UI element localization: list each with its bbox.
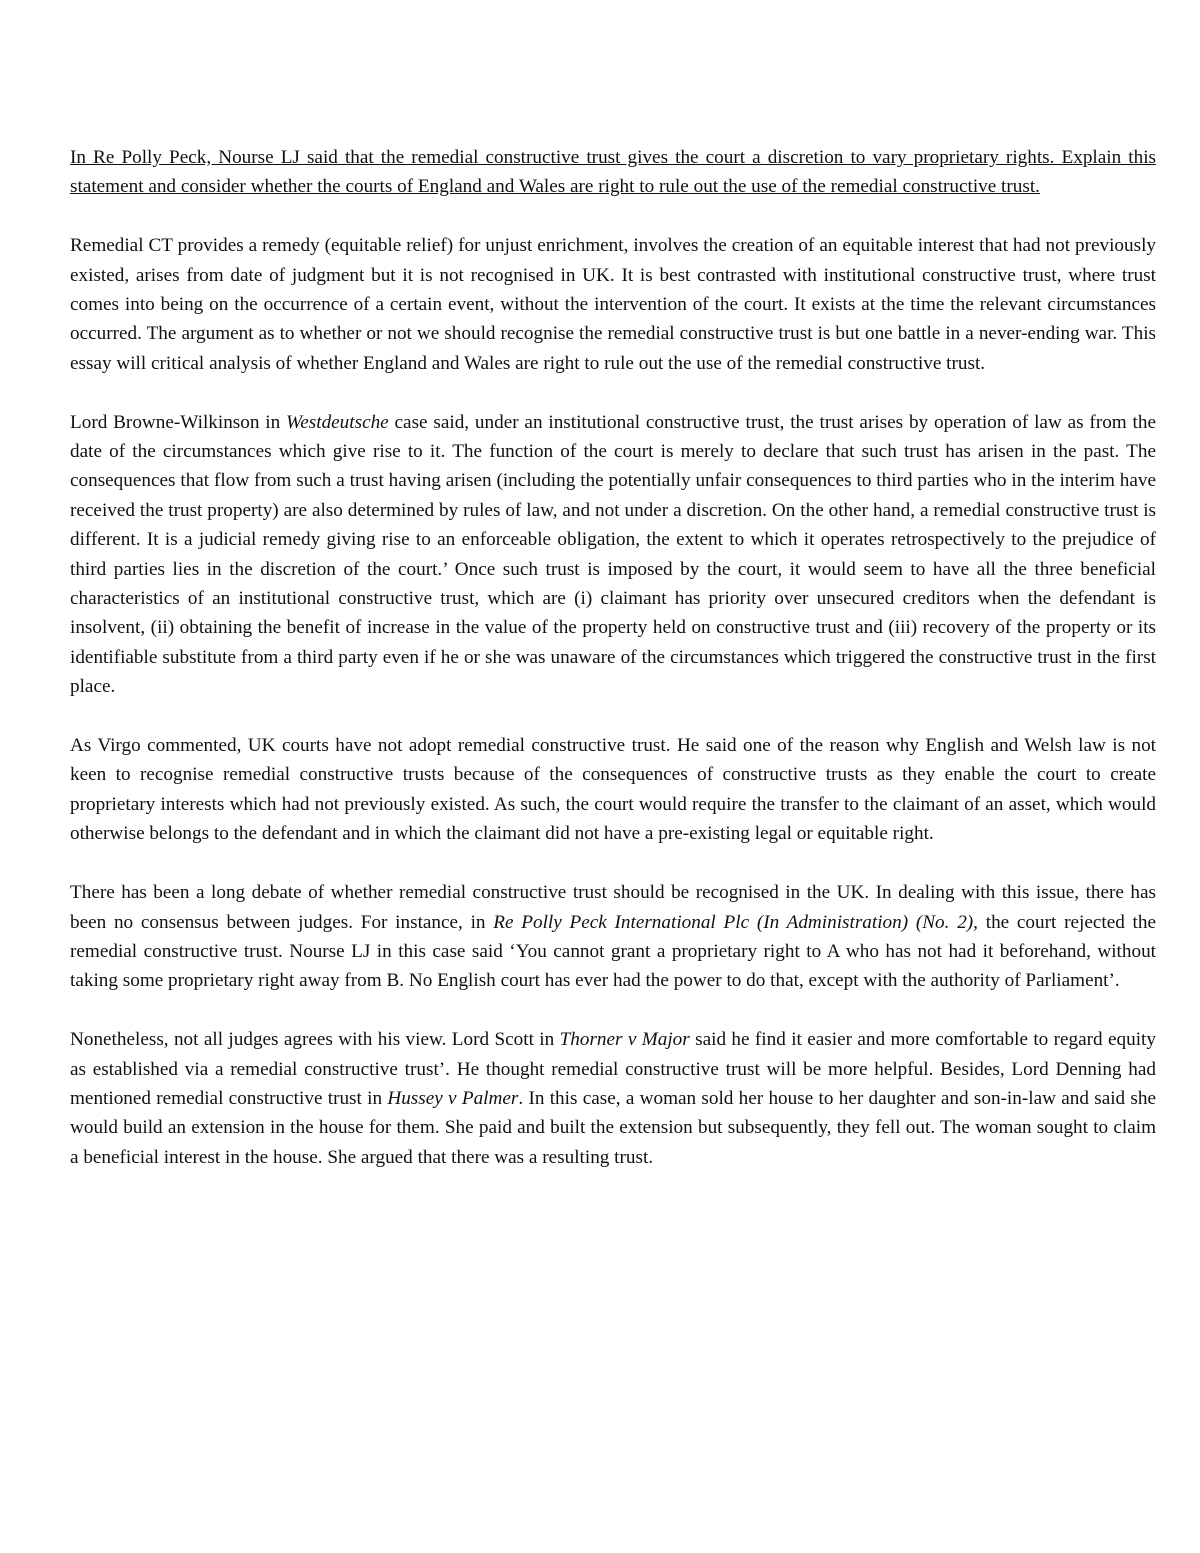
case-name-thorner-v-major: Thorner v Major	[559, 1029, 690, 1051]
paragraph-westdeutsche	[70, 408, 1156, 702]
essay-question: In Re Polly Peck, Nourse LJ said that the remedial constructive trust gives the court a discretion to vary proprietary rights. Explain this statement and consider whether the courts of England and Wales are right to rule out the use of the remedial constructive trust.	[70, 147, 1156, 198]
text-run: said he find it easier and more comfortable to regard equity as established via a remedial constructive trust’. He thought remedial constructive trust will be more helpful. Besides, Lord Denning had mentioned remedial constructive trust in	[70, 1029, 1156, 1109]
text-run: Lord Browne-Wilkinson in	[70, 411, 287, 433]
text-run: Nonetheless, not all judges agrees with his view. Lord Scott in	[70, 1029, 560, 1051]
paragraph-thorner-hussey	[70, 1025, 1156, 1172]
document-page	[70, 143, 1156, 1202]
text-run: . In this case, a woman sold her house to her daughter and son-in-law and said she would build an extension in the house for them. She paid and built the extension but subsequently, they fell out. The woman sought to claim a beneficial interest in the house. She argued that there was a resulting trust.	[70, 1087, 1156, 1168]
paragraph-remedial-ct: Remedial CT provides a remedy (equitable relief) for unjust enrichment, involves the creation of an equitable interest that had not previously existed, arises from date of judgment but it is not recognised in UK. It is best contrasted with institutional constructive trust, where trust comes into being on the occurrence of a certain event, without the intervention of the court. It exists at the time the relevant circumstances occurred. The argument as to whether or not we should recognise the remedial constructive trust is but one battle in a never-ending war. This essay will critical analysis of whether England and Wales are right to rule out the use of the remedial constructive trust.	[70, 235, 1156, 374]
text-run: case said, under an institutional constructive trust, the trust arises by operation of law as from the date of the circumstances which give rise to it. The function of the court is merely to declare that such trust has arisen in the past. The consequences that flow from such a trust having arisen (including the potentially unfair consequences to third parties who in the interim have received the trust property) are also determined by rules of law, and not under a discretion. On the other hand, a remedial constructive trust is different. It is a judicial remedy giving rise to an enforceable obligation, the extent to which it operates retrospectively to the prejudice of third parties lies in the discretion of the court.’ Once such trust is imposed by the court, it would seem to have all the three beneficial characteristics of an institutional constructive trust, which are (i) claimant has priority over unsecured creditors when the defendant is insolvent, (ii) obtaining the benefit of increase in the value of the property held on constructive trust and (iii) recovery of the property or its identifiable substitute from a third party even if he or she was unaware of the circumstances which triggered the constructive trust in the first place.	[70, 411, 1156, 698]
text-run: There has been a long debate of whether remedial constructive trust should be recognised in the UK. In dealing with this issue, there has been no consensus between judges. For instance, in	[70, 882, 1156, 933]
case-name-westdeutsche: Westdeutsche	[286, 411, 389, 433]
paragraph-virgo: As Virgo commented, UK courts have not adopt remedial constructive trust. He said one of the reason why English and Welsh law is not keen to recognise remedial constructive trusts because of the consequences of constructive trusts as they enable the court to create proprietary interests which had not previously existed. As such, the court would require the transfer to the claimant of an asset, which would otherwise belongs to the defendant and in which the claimant did not have a pre-existing legal or equitable right.	[70, 735, 1156, 845]
case-name-polly-peck: Re Polly Peck International Plc (In Administration) (No. 2),	[493, 911, 978, 933]
text-run: the court rejected the remedial constructive trust. Nourse LJ in this case said ‘You cannot grant a proprietary right to A who has not had it beforehand, without taking some proprietary right away from B. No English court has ever had the power to do that, except with the authority of Parliament’.	[70, 911, 1156, 992]
paragraph-polly-peck	[70, 878, 1156, 996]
case-name-hussey-v-palmer: Hussey v Palmer	[387, 1087, 519, 1109]
